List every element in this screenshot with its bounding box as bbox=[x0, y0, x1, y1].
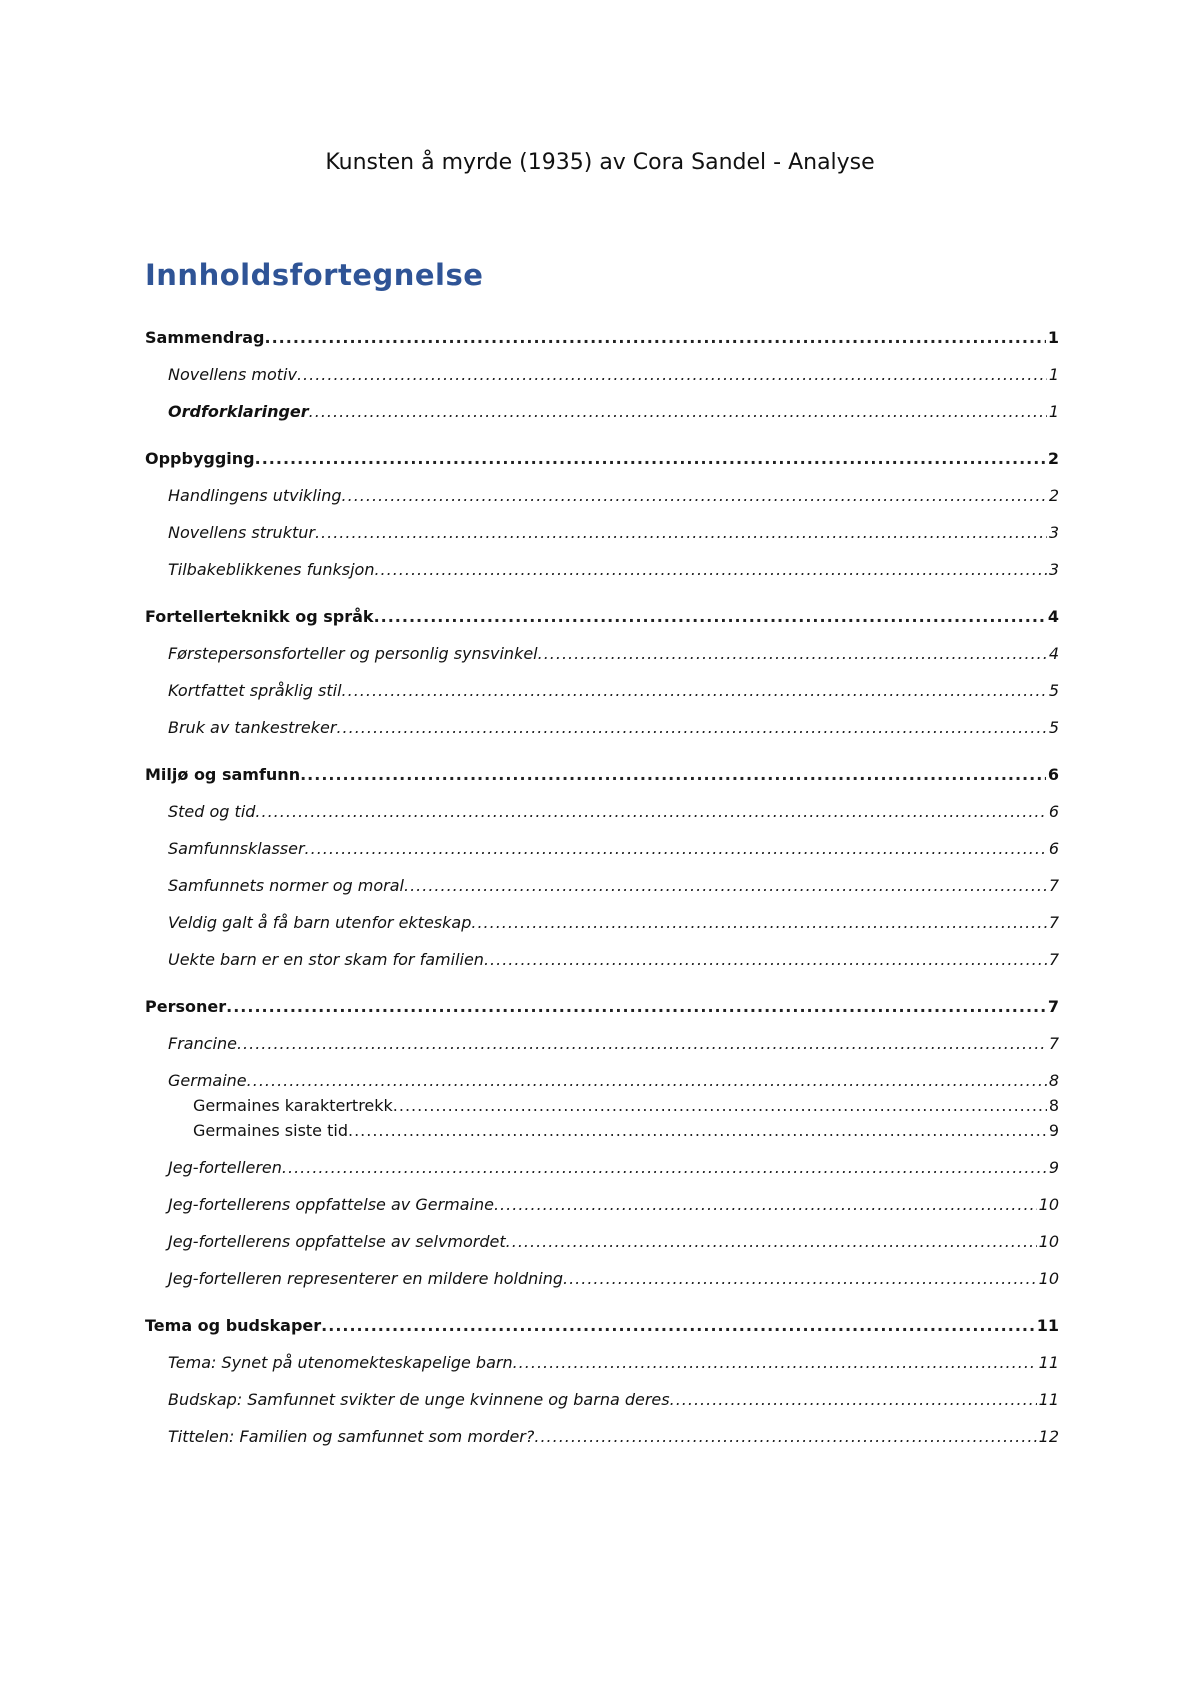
toc-entry-title: Budskap: Samfunnet svikter de unge kvinnene og barna deres bbox=[168, 1390, 670, 1409]
toc-leader bbox=[342, 680, 1047, 702]
toc-leader bbox=[534, 1426, 1036, 1448]
toc-entry-title: Jeg-fortelleren representerer en mildere holdning bbox=[168, 1269, 563, 1288]
toc-entry-francine[interactable] bbox=[168, 1033, 1059, 1055]
toc-entry-forstepersonsforteller[interactable] bbox=[168, 643, 1059, 665]
toc-page-number: 3 bbox=[1048, 523, 1059, 542]
toc-page-number: 4 bbox=[1048, 644, 1059, 663]
toc-leader bbox=[300, 764, 1046, 786]
toc-entry-oppfattelse-selvmordet[interactable] bbox=[168, 1231, 1059, 1253]
toc-page-number: 7 bbox=[1048, 876, 1059, 895]
toc-leader bbox=[348, 1120, 1047, 1142]
toc-page-number: 1 bbox=[1048, 365, 1059, 384]
toc-leader bbox=[305, 838, 1047, 860]
toc-entry-germaines-karaktertrekk[interactable] bbox=[193, 1095, 1059, 1117]
toc-entry-title: Sammendrag bbox=[145, 328, 265, 347]
toc-entry-title: Jeg-fortellerens oppfattelse av Germaine bbox=[168, 1195, 494, 1214]
toc-entry-title: Novellens motiv bbox=[168, 365, 297, 384]
toc-leader bbox=[255, 448, 1046, 470]
toc-entry-mildere-holdning[interactable] bbox=[168, 1268, 1059, 1290]
toc-entry-title: Tema og budskaper bbox=[145, 1316, 322, 1335]
toc-entry-title: Bruk av tankestreker bbox=[168, 718, 337, 737]
toc-entry-jeg-fortelleren[interactable] bbox=[168, 1157, 1059, 1179]
toc-page-number: 10 bbox=[1038, 1269, 1059, 1288]
toc-entry-novellens-struktur[interactable] bbox=[168, 522, 1059, 544]
toc-entry-fortellerteknikk[interactable] bbox=[145, 606, 1059, 628]
toc-entry-title: Handlingens utvikling bbox=[168, 486, 342, 505]
toc-entry-miljo-og-samfunn[interactable] bbox=[145, 764, 1059, 786]
toc-leader bbox=[538, 643, 1047, 665]
toc-page-number: 1 bbox=[1047, 328, 1059, 347]
toc-leader bbox=[265, 327, 1046, 349]
toc-page-number: 10 bbox=[1038, 1195, 1059, 1214]
toc-entry-normer-og-moral[interactable] bbox=[168, 875, 1059, 897]
toc-leader bbox=[315, 522, 1047, 544]
toc-page-number: 7 bbox=[1048, 913, 1059, 932]
toc-leader bbox=[309, 401, 1047, 423]
toc-page-number: 4 bbox=[1047, 607, 1059, 626]
toc-page-number: 11 bbox=[1038, 1353, 1059, 1372]
toc-leader bbox=[374, 606, 1046, 628]
toc-entry-budskap[interactable] bbox=[168, 1389, 1059, 1411]
toc-page-number: 6 bbox=[1047, 765, 1059, 784]
toc-entry-personer[interactable] bbox=[145, 996, 1059, 1018]
toc-leader bbox=[563, 1268, 1037, 1290]
toc-leader bbox=[484, 949, 1047, 971]
toc-page-number: 10 bbox=[1038, 1232, 1059, 1251]
toc-entry-title: Kortfattet språklig stil bbox=[168, 681, 342, 700]
toc-entry-samfunnsklasser[interactable] bbox=[168, 838, 1059, 860]
toc-page-number: 7 bbox=[1047, 997, 1059, 1016]
toc-entry-title: Sted og tid bbox=[168, 802, 256, 821]
toc-entry-title: Uekte barn er en stor skam for familien bbox=[168, 950, 484, 969]
toc-entry-sted-og-tid[interactable] bbox=[168, 801, 1059, 823]
document-title: Kunsten å myrde (1935) av Cora Sandel - Analyse bbox=[325, 150, 875, 175]
toc-page-number: 7 bbox=[1048, 950, 1059, 969]
toc-leader bbox=[237, 1033, 1047, 1055]
toc-entry-title: Tema: Synet på utenomekteskapelige barn bbox=[168, 1353, 513, 1372]
toc-entry-title: Jeg-fortelleren bbox=[168, 1158, 282, 1177]
toc-page-number: 2 bbox=[1047, 449, 1059, 468]
toc-entry-tema-og-budskaper[interactable] bbox=[145, 1315, 1059, 1337]
toc-entry-germaines-siste-tid[interactable] bbox=[193, 1120, 1059, 1142]
toc-leader bbox=[670, 1389, 1037, 1411]
toc-leader bbox=[404, 875, 1047, 897]
toc-leader bbox=[494, 1194, 1037, 1216]
toc-page-number: 5 bbox=[1048, 681, 1059, 700]
toc-entry-title: Tittelen: Familien og samfunnet som morder? bbox=[168, 1427, 535, 1446]
toc-entry-handlingens-utvikling[interactable] bbox=[168, 485, 1059, 507]
toc-page-number: 9 bbox=[1048, 1158, 1059, 1177]
toc-page-number: 7 bbox=[1048, 1034, 1059, 1053]
toc-leader bbox=[321, 1315, 1035, 1337]
toc-leader bbox=[393, 1095, 1047, 1117]
toc-page-number: 5 bbox=[1048, 718, 1059, 737]
toc-page-number: 1 bbox=[1048, 402, 1059, 421]
toc-entry-title: Fortellerteknikk og språk bbox=[145, 607, 374, 626]
toc-entry-title: Miljø og samfunn bbox=[145, 765, 301, 784]
toc-leader bbox=[506, 1231, 1037, 1253]
toc-entry-title: Novellens struktur bbox=[168, 523, 315, 542]
toc-heading: Innholdsfortegnelse bbox=[145, 258, 484, 292]
toc-entry-tema-synet[interactable] bbox=[168, 1352, 1059, 1374]
toc-entry-barn-utenfor-ekteskap[interactable] bbox=[168, 912, 1059, 934]
toc-page-number: 3 bbox=[1048, 560, 1059, 579]
toc-leader bbox=[282, 1157, 1047, 1179]
toc-entry-title: Germaine bbox=[168, 1071, 247, 1090]
toc-page-number: 11 bbox=[1038, 1390, 1059, 1409]
toc-entry-tilbakeblikkenes-funksjon[interactable] bbox=[168, 559, 1059, 581]
toc-entry-title: Ordforklaringer bbox=[168, 402, 309, 421]
toc-entry-title: Førstepersonsforteller og personlig synsvinkel bbox=[168, 644, 538, 663]
toc-entry-uekte-barn[interactable] bbox=[168, 949, 1059, 971]
toc-leader bbox=[471, 912, 1046, 934]
toc-entry-oppfattelse-germaine[interactable] bbox=[168, 1194, 1059, 1216]
toc-page-number: 6 bbox=[1048, 839, 1059, 858]
toc-entry-sammendrag[interactable] bbox=[145, 327, 1059, 349]
toc-page-number: 11 bbox=[1036, 1316, 1059, 1335]
toc-entry-title: Veldig galt å få barn utenfor ekteskap bbox=[168, 913, 472, 932]
toc-page-number: 8 bbox=[1048, 1071, 1059, 1090]
toc-entry-title: Germaines siste tid bbox=[193, 1121, 348, 1140]
toc-leader bbox=[297, 364, 1047, 386]
toc-entry-title: Personer bbox=[145, 997, 227, 1016]
toc-entry-tankestreker[interactable] bbox=[168, 717, 1059, 739]
toc-entry-title: Samfunnets normer og moral bbox=[168, 876, 404, 895]
toc-entry-oppbygging[interactable] bbox=[145, 448, 1059, 470]
toc-page-number: 6 bbox=[1048, 802, 1059, 821]
toc-entry-title: Tilbakeblikkenes funksjon bbox=[168, 560, 375, 579]
toc-entry-title: Samfunnsklasser bbox=[168, 839, 305, 858]
toc-entry-title: Jeg-fortellerens oppfattelse av selvmordet bbox=[168, 1232, 506, 1251]
toc-entry-title: Germaines karaktertrekk bbox=[193, 1096, 393, 1115]
toc-entry-title: Francine bbox=[168, 1034, 237, 1053]
toc-leader bbox=[247, 1070, 1047, 1092]
toc-entry-tittelen[interactable] bbox=[168, 1426, 1059, 1448]
toc-page-number: 9 bbox=[1048, 1121, 1059, 1140]
toc-leader bbox=[374, 559, 1046, 581]
toc-entry-germaine[interactable] bbox=[168, 1070, 1059, 1092]
toc-leader bbox=[336, 717, 1046, 739]
toc-entry-kortfattet-stil[interactable] bbox=[168, 680, 1059, 702]
toc-leader bbox=[226, 996, 1046, 1018]
toc-page-number: 8 bbox=[1048, 1096, 1059, 1115]
toc-page-number: 12 bbox=[1038, 1427, 1059, 1446]
toc-page-number: 2 bbox=[1048, 486, 1059, 505]
toc-entry-ordforklaringer[interactable] bbox=[168, 401, 1059, 423]
toc-entry-novellens-motiv[interactable] bbox=[168, 364, 1059, 386]
toc-leader bbox=[342, 485, 1047, 507]
toc-leader bbox=[255, 801, 1046, 823]
toc-leader bbox=[513, 1352, 1037, 1374]
toc-entry-title: Oppbygging bbox=[145, 449, 255, 468]
